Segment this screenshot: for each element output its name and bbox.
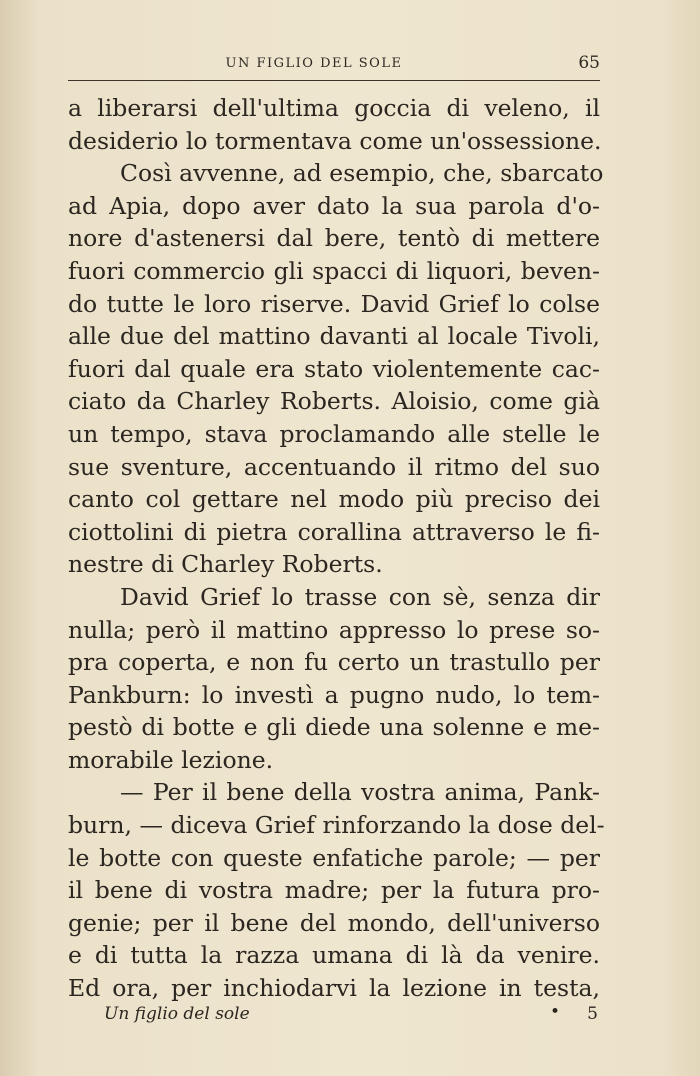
text-line: a liberarsi dell'ultima goccia di veleno, il	[68, 94, 600, 122]
text-line: pestò di botte e gli diede una solenne e me-	[68, 713, 600, 742]
page-header	[68, 52, 600, 81]
text-line: morabile lezione.	[68, 745, 274, 774]
body-text	[68, 92, 605, 1005]
text-line: nulla; però il mattino appresso lo prese so-	[68, 615, 600, 644]
text-line: un tempo, stava proclamando alle stelle le	[68, 419, 600, 448]
text-line: nestre di Charley Roberts.	[68, 550, 383, 579]
text-line: — Per il bene della vostra anima, Pank-	[120, 778, 600, 807]
text-line: alle due del mattino davanti al locale Tivoli,	[68, 322, 600, 351]
text-line: Pankburn: lo investì a pugno nudo, lo tem-	[68, 680, 600, 709]
text-line: burn, — diceva Grief rinforzando la dose del-	[68, 811, 605, 840]
text-line: canto col gettare nel modo più preciso dei	[68, 485, 600, 514]
text-line: le botte con queste enfatiche parole; — per	[68, 843, 600, 872]
running-title: UN FIGLIO DEL SOLE	[225, 56, 403, 71]
text-line: ciato da Charley Roberts. Aloisio, come già	[68, 387, 600, 416]
text-line: David Grief lo trasse con sè, senza dir	[120, 582, 600, 611]
footer-dot: •	[550, 1002, 561, 1022]
text-line: il bene di vostra madre; per la futura pro-	[68, 876, 600, 905]
sheet-number: 5	[587, 1004, 598, 1024]
text-line: fuori commercio gli spacci di liquori, beven-	[68, 256, 600, 285]
text-line: desiderio lo tormentava come un'ossessione.	[68, 126, 602, 155]
page-footer	[104, 1004, 600, 1028]
text-line: ciottolini di pietra corallina attraverso le fi-	[68, 517, 600, 546]
page-number: 65	[578, 53, 600, 73]
signature-mark: Un figlio del sole	[104, 1004, 250, 1024]
text-line: ad Apia, dopo aver dato la sua parola d'o-	[68, 191, 600, 220]
text-line: sue sventure, accentuando il ritmo del suo	[68, 452, 600, 481]
text-line: pra coperta, e non fu certo un trastullo per	[68, 648, 600, 677]
text-line: Ed ora, per inchiodarvi la lezione in testa,	[68, 974, 600, 1003]
text-line: fuori dal quale era stato violentemente cac-	[68, 354, 600, 383]
text-line: nore d'astenersi dal bere, tentò di mettere	[68, 224, 600, 253]
text-line: Così avvenne, ad esempio, che, sbarcato	[120, 159, 604, 188]
text-line: do tutte le loro riserve. David Grief lo colse	[68, 289, 600, 318]
text-line: genie; per il bene del mondo, dell'universo	[68, 908, 600, 937]
text-line: e di tutta la razza umana di là da venire.	[68, 941, 600, 970]
